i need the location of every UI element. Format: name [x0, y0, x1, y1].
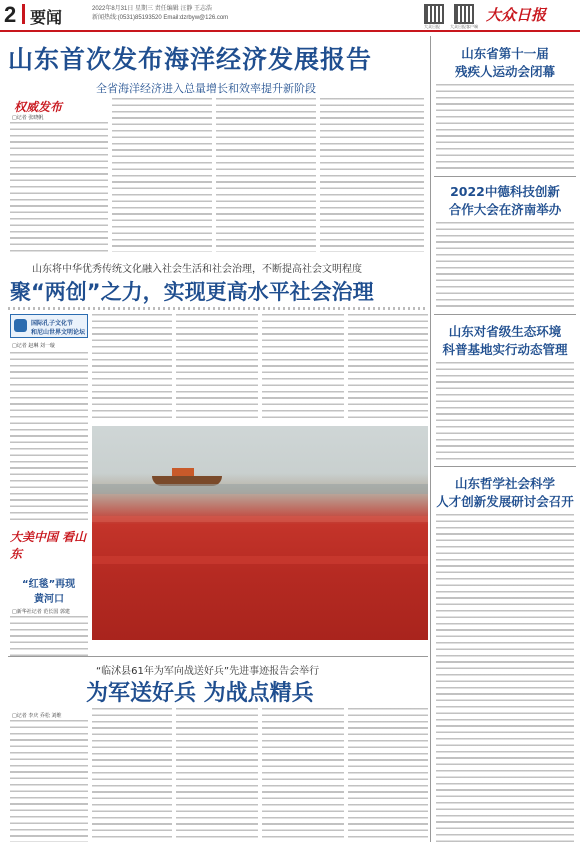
newspaper-logo: 大众日报 [486, 6, 547, 24]
feature-headline: 聚“两创”之力，实现更高水平社会治理 [10, 280, 374, 304]
bottom-intro: “临沭县61年为军向战送好兵”先进事迹报告会举行 [96, 666, 320, 677]
lead-subhead: 全省海洋经济进入总量增长和效率提升新阶段 [96, 82, 316, 95]
feature-column-1 [10, 352, 88, 522]
right-story-2-headline-1: 2022中德科技创新 [450, 184, 560, 199]
feature-column-3 [176, 314, 258, 422]
bottom-column-2 [92, 708, 172, 842]
right-divider [434, 176, 576, 177]
photo-feature-label: 大美中国 看山东 [10, 530, 87, 561]
qr-code-icon [454, 4, 474, 24]
right-story-4-headline-1: 山东哲学社会科学 [454, 476, 555, 491]
lead-byline: □记者 张晓帆 [12, 115, 44, 121]
qr-label: 大众日报 [424, 24, 440, 29]
right-story-1-headline-2: 残疾人运动会闭幕 [454, 64, 555, 79]
dotted-rule [8, 307, 428, 310]
event-badge [10, 314, 88, 338]
masthead-meta [92, 5, 228, 23]
feature-column-5 [348, 314, 428, 422]
right-story-2-headline-2: 合作大会在济南举办 [448, 202, 562, 217]
section-marker [22, 4, 25, 24]
right-story-1-body [436, 84, 574, 172]
bottom-column-4 [262, 708, 344, 842]
right-story-4-headline-2: 人才创新发展研讨会召开 [436, 494, 574, 509]
lead-column-1 [10, 122, 108, 252]
feature-intro: 山东将中华优秀传统文化融入社会生活和社会治理，不断提高社会文明程度 [32, 264, 362, 275]
photo-feature-badge [10, 528, 88, 561]
news-photo [92, 426, 428, 640]
right-story-3-body [436, 362, 574, 462]
lead-tag: 权威发布 [14, 100, 63, 114]
section-divider [8, 656, 428, 657]
masthead [0, 0, 580, 32]
feature-byline: □记者 赵琳 刘一璇 [12, 343, 55, 349]
bottom-column-1 [10, 720, 88, 842]
feature-column-2 [92, 314, 172, 422]
section-title: 要闻 [30, 10, 63, 27]
right-story-2-body [436, 222, 574, 310]
photo-caption-text [10, 616, 88, 656]
contact-line: 新闻热线:(0531)85193520 Email:dzrbyw@126.com [92, 15, 229, 21]
right-story-1-headline-1: 山东省第十一届 [461, 46, 549, 61]
photo-headline-line-1: “红毯”再现 [22, 579, 76, 590]
right-divider [434, 466, 576, 467]
event-logo-icon [14, 319, 27, 332]
right-story-3-headline-1: 山东对省级生态环境 [448, 324, 562, 339]
bottom-column-3 [176, 708, 258, 842]
lead-column-3 [216, 98, 316, 252]
lead-headline: 山东首次发布海洋经济发展报告 [8, 45, 373, 74]
bottom-headline: 为军送好兵 为战点精兵 [86, 681, 314, 706]
right-divider [434, 314, 576, 315]
date-line: 2022年8月31日 星期三 责任编辑 汪静 王志浩 [92, 6, 213, 12]
page-number: 2 [4, 2, 17, 27]
badge-line-2: 和尼山世界文明论坛 [31, 329, 86, 336]
photo-byline: □新华社记者 范长国 郭建 [12, 609, 70, 615]
qr-label: 大众日报客户端 [450, 24, 478, 29]
bottom-column-5 [348, 708, 428, 842]
qr-code-icon [424, 4, 444, 24]
lead-column-4 [320, 98, 424, 252]
photo-headline-line-2: 黄河口 [34, 594, 64, 605]
badge-line-1: 国际孔子文化节 [31, 320, 74, 327]
column-divider [430, 36, 431, 842]
bottom-byline: □记者 李庆 乔松 刘维 [12, 713, 62, 719]
right-story-3-headline-2: 科普基地实行动态管理 [442, 342, 568, 357]
lead-column-2 [112, 98, 212, 252]
right-story-4-body [436, 514, 574, 842]
feature-column-4 [262, 314, 344, 422]
